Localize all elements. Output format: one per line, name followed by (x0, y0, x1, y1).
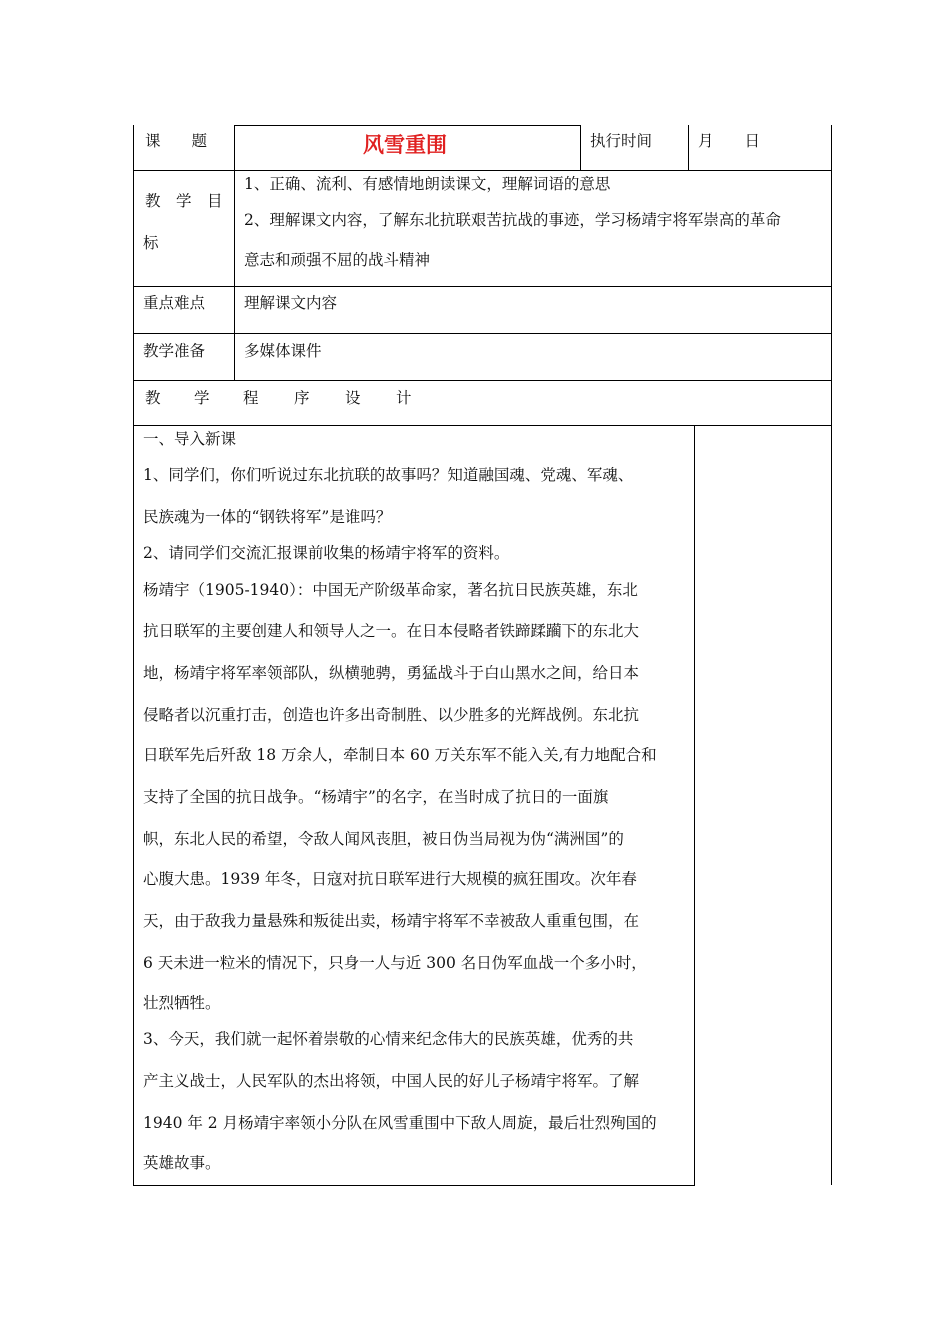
program-heading-char: 学 (194, 389, 210, 407)
body-line: 天，由于敌我力量悬殊和叛徒出卖，杨靖宇将军不幸被敌人重重包围，在 (143, 912, 640, 930)
row-divider-keypoints (133, 333, 832, 334)
body-line: 民族魂为一体的“钢铁将军”是谁吗？ (143, 508, 392, 526)
body-line: 3、今天，我们就一起怀着崇敬的心情来纪念伟大的民族英雄，优秀的共 (143, 1030, 634, 1048)
key-points-label: 重点难点 (143, 294, 206, 312)
body-line: 杨靖宇（1905-1940）：中国无产阶级革命家，著名抗日民族英雄，东北 (143, 581, 638, 599)
body-line: 2、请同学们交流汇报课前收集的杨靖宇将军的资料。 (143, 544, 510, 562)
body-bottom-border (133, 1185, 695, 1186)
program-heading-char: 设 (345, 389, 361, 407)
time-cell-right-divider (688, 125, 689, 170)
body-line: 地，杨靖宇将军率领部队，纵横驰骋，勇猛战斗于白山黑水之间，给日本 (143, 664, 640, 682)
program-heading-char: 序 (294, 389, 310, 407)
month-day-field: 月 日 (698, 132, 761, 150)
body-line: 帜，东北人民的希望，令敌人闻风丧胆，被日伪当局视为伪“满洲国”的 (143, 830, 624, 848)
row-divider-header (133, 170, 832, 171)
row-divider-program (133, 425, 832, 426)
lesson-title: 风雪重围 (363, 132, 447, 157)
table-right-border (831, 125, 832, 1185)
goal-line-1: 1、正确、流利、有感情地朗读课文，理解词语的意思 (244, 175, 611, 193)
body-column-divider (694, 426, 695, 1185)
body-line: 壮烈牺牲。 (143, 994, 221, 1012)
label-column-divider (234, 125, 235, 381)
title-cell-top-border (234, 125, 580, 126)
preparation-label: 教学准备 (143, 342, 206, 360)
body-line: 支持了全国的抗日战争。“杨靖宇”的名字，在当时成了抗日的一面旗 (143, 788, 609, 806)
key-points-value: 理解课文内容 (244, 294, 338, 312)
body-line: 侵略者以沉重打击，创造也许多出奇制胜、以少胜多的光辉战例。东北抗 (143, 706, 640, 724)
goal-line-3: 意志和顽强不屈的战斗精神 (244, 251, 431, 269)
body-line: 日联军先后歼敌 18 万余人，牵制日本 60 万关东军不能入关,有力地配合和 (143, 746, 657, 764)
program-heading-char: 计 (396, 389, 412, 407)
preparation-value: 多媒体课件 (244, 342, 322, 360)
body-line: 心腹大患。1939 年冬，日寇对抗日联军进行大规模的疯狂围攻。次年春 (143, 870, 637, 888)
topic-label: 课 题 (145, 132, 208, 150)
goals-label-line1: 教 学 目 (145, 192, 223, 210)
body-line: 6 天未进一粒米的情况下，只身一人与近 300 名日伪军血战一个多小时， (143, 954, 647, 972)
goals-label-line2: 标 (143, 234, 159, 252)
body-line: 英雄故事。 (143, 1154, 221, 1172)
body-line: 1、同学们，你们听说过东北抗联的故事吗？知道融国魂、党魂、军魂、 (143, 466, 634, 484)
goal-line-2: 2、理解课文内容，了解东北抗联艰苦抗战的事迹，学习杨靖宇将军崇高的革命 (244, 211, 781, 229)
exec-time-label: 执行时间 (590, 132, 653, 150)
body-line: 一、导入新课 (143, 430, 237, 448)
row-divider-preparation (133, 380, 832, 381)
body-line: 产主义战士，人民军队的杰出将领，中国人民的好儿子杨靖宇将军。了解 (143, 1072, 640, 1090)
program-heading-char: 教 (145, 389, 161, 407)
program-heading-char: 程 (243, 389, 259, 407)
table-left-border (133, 125, 134, 1185)
title-cell-right-divider (580, 125, 581, 170)
body-line: 抗日联军的主要创建人和领导人之一。在日本侵略者铁蹄蹂躏下的东北大 (143, 622, 640, 640)
body-line: 1940 年 2 月杨靖宇率领小分队在风雪重围中下敌人周旋，最后壮烈殉国的 (143, 1114, 657, 1132)
row-divider-goals (133, 286, 832, 287)
